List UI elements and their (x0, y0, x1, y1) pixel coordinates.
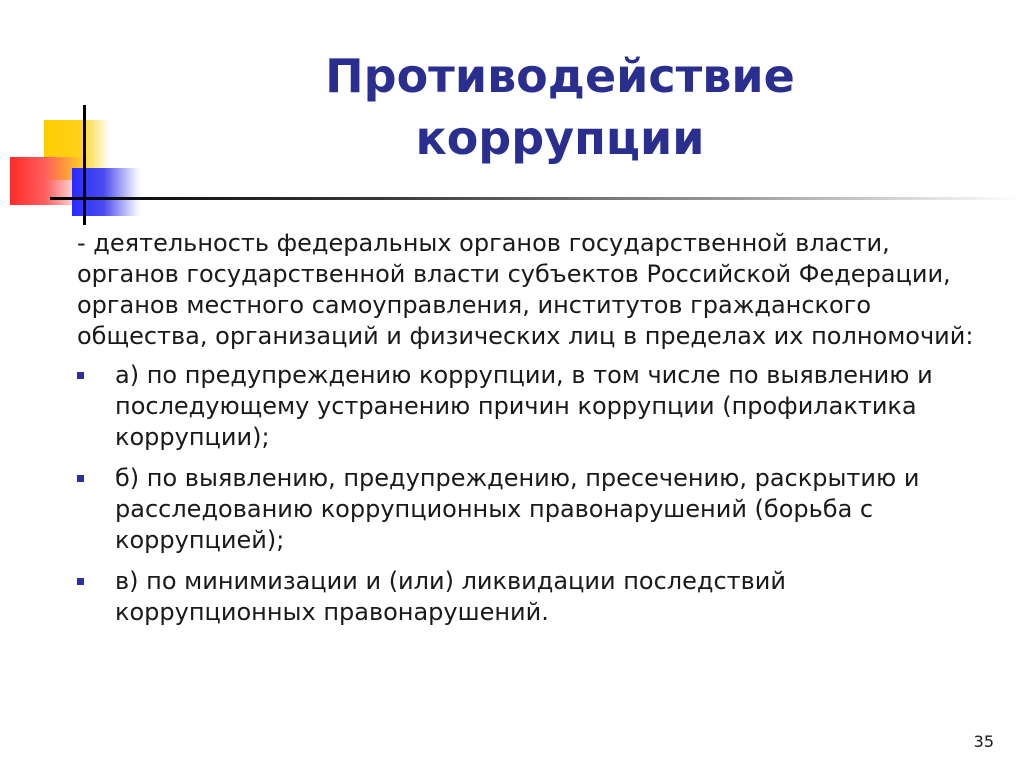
slide-body (77, 228, 987, 638)
list-item (77, 360, 987, 453)
list-item (77, 566, 987, 628)
square-bullet-icon (77, 372, 84, 379)
list-item-text: а) по предупреждению коррупции, в том числе по выявлению и последующему устранению причин коррупции (профилактика коррупции); (115, 361, 933, 451)
list-item-text: б) по выявлению, предупреждению, пресечению, раскрытию и расследованию коррупционных правонарушений (борьба с коррупцией); (115, 464, 920, 554)
title-underline (50, 197, 1020, 200)
decor-vertical-line (83, 105, 86, 225)
slide-title-line2: коррупции (415, 111, 705, 165)
slide-title (200, 45, 920, 169)
square-bullet-icon (77, 475, 84, 482)
list-item-text: в) по минимизации и (или) ликвидации последствий коррупционных правонарушений. (115, 567, 787, 626)
square-bullet-icon (77, 578, 84, 585)
list-item (77, 463, 987, 556)
measures-list (77, 360, 987, 628)
page-number: 35 (973, 732, 994, 751)
definition-text: - деятельность федеральных органов государственной власти, органов государственной власти субъектов Российской Федерации, органов местного самоуправления, институтов гражданского общества, организаций и физических лиц в пределах их полномочий: (77, 229, 974, 350)
slide-title-line1: Противодействие (325, 49, 795, 103)
